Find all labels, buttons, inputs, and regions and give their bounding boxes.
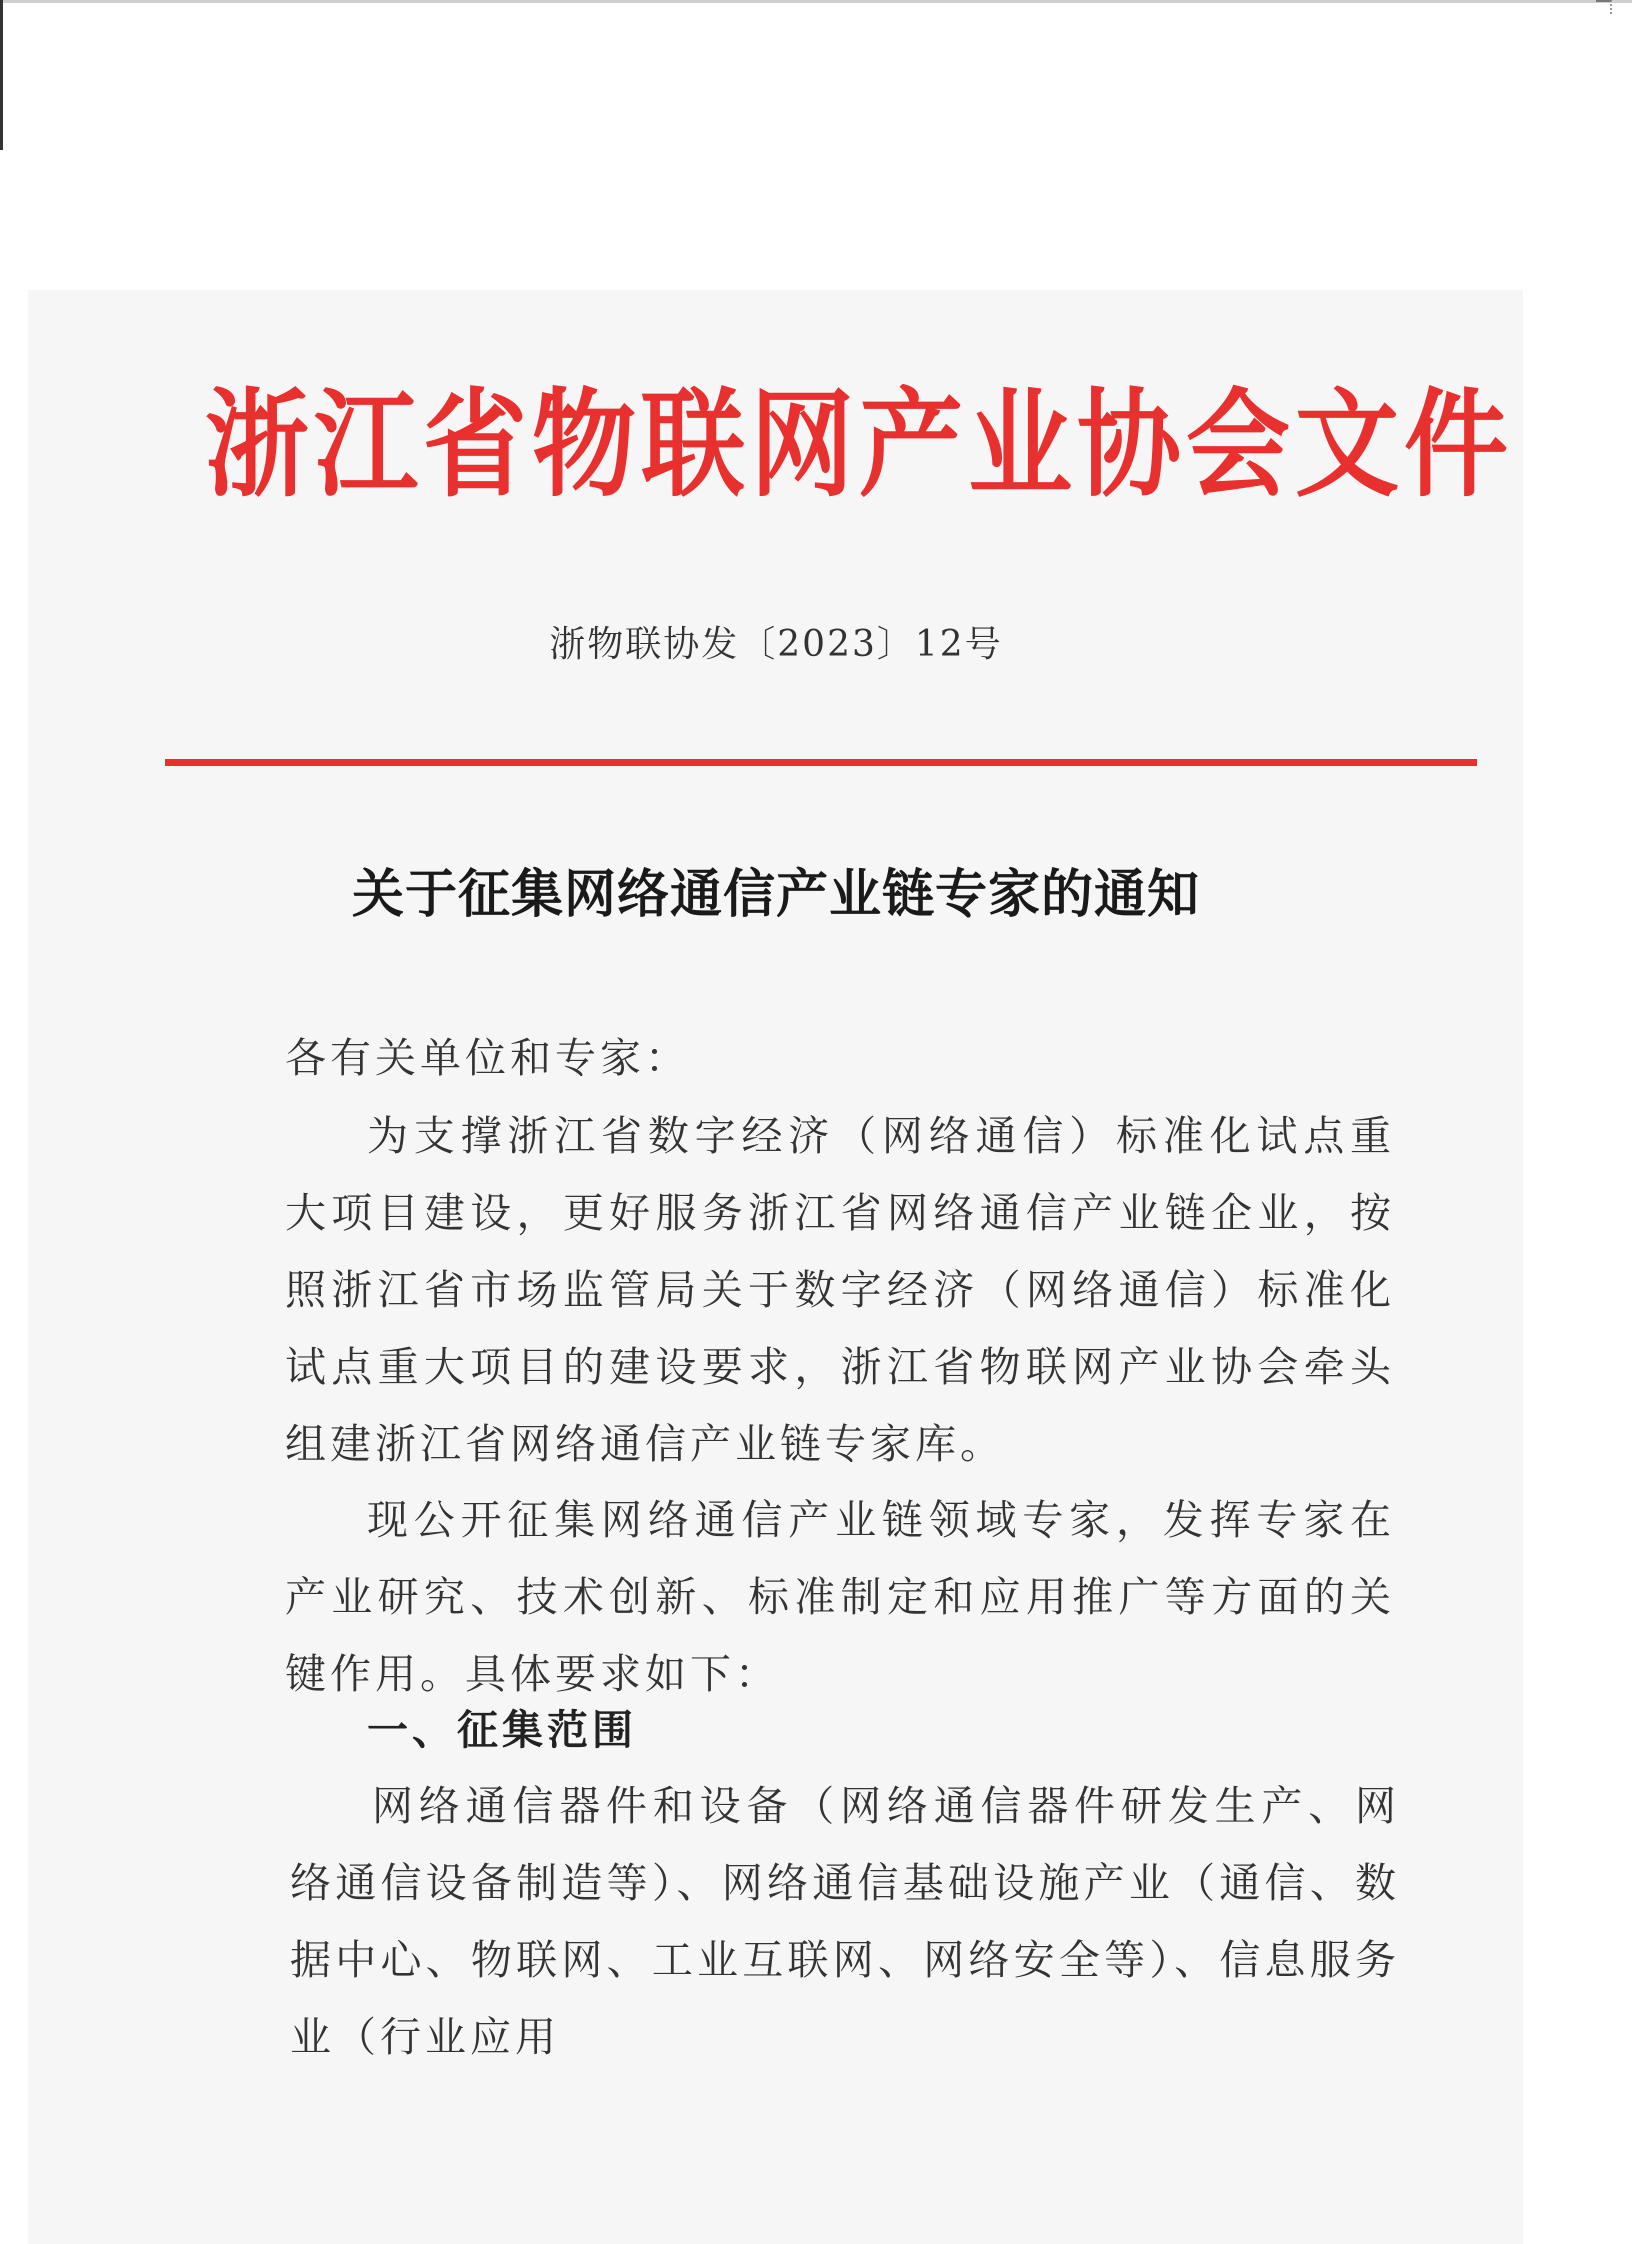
body-paragraph: 为支撑浙江省数字经济（网络通信）标准化试点重大项目建设，更好服务浙江省网络通信产业链企业，按照浙江省市场监管局关于数字经济（网络通信）标准化试点重大项目的建设要求，浙江省物联网产业协会牵头组建浙江省网络通信产业链专家库。 [285,1112,1395,1468]
scan-edge [0,0,3,150]
body-paragraph: 现公开征集网络通信产业链领域专家，发挥专家在产业研究、技术创新、标准制定和应用推广等方面的关键作用。具体要求如下： [285,1496,1395,1698]
document-header-title: 浙江省物联网产业协会文件 [205,375,1514,514]
scan-corner-mark [1596,0,1612,14]
document-number: 浙物联协发〔2023〕12号 [549,624,1003,665]
header-divider [165,759,1477,766]
section-heading: 一、征集范围 [367,1706,637,1754]
greeting: 各有关单位和专家： [285,1034,690,1082]
body-paragraph: 网络通信器件和设备（网络通信器件研发生产、网络通信设备制造等）、网络通信基础设施产业（通信、数据中心、物联网、工业互联网、网络安全等）、信息服务业（行业应用 [290,1782,1400,2061]
scan-edge [0,0,1632,3]
notice-title: 关于征集网络通信产业链专家的通知 [351,865,1200,925]
